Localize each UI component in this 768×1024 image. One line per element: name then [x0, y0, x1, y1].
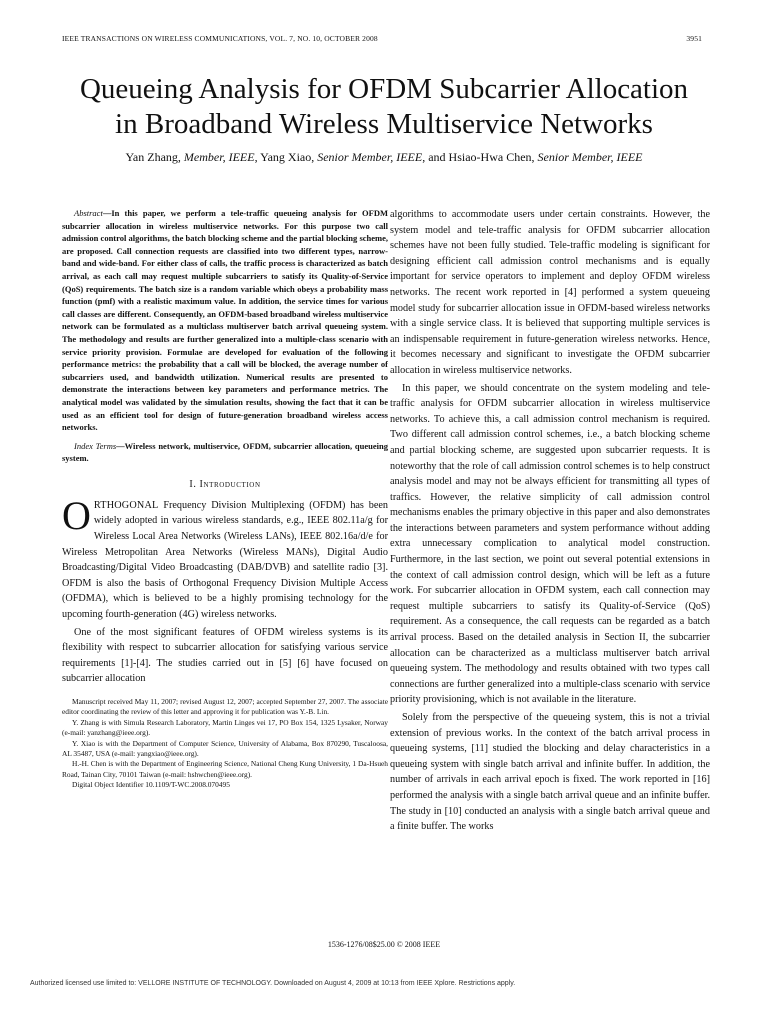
- author-3-name: , and Hsiao-Hwa Chen,: [422, 150, 538, 164]
- author-2-name: , Yang Xiao,: [254, 150, 318, 164]
- license-notice: Authorized licensed use limited to: VELLORE INSTITUTE OF TECHNOLOGY. Downloaded on August 4, 2009 at 10:13 from IEEE Xplore. Restrictions apply.: [30, 980, 516, 987]
- running-header: [62, 34, 702, 46]
- page-number: 3951: [686, 34, 702, 43]
- drop-cap: O: [62, 492, 91, 538]
- footnotes: [62, 697, 388, 791]
- intro-paragraph-2: One of the most significant features of OFDM wireless systems is its flexibility with respect to subcarrier allocation for satisfying various service requirements [1]-[4]. The studies carried out in [5] [6] have focused on subcarrier allocation: [62, 626, 388, 685]
- right-column: [390, 207, 710, 937]
- author-3-role: Senior Member, IEEE: [537, 150, 643, 164]
- index-terms-text: —Wireless network, multiservice, OFDM, subcarrier allocation, queueing system.: [62, 440, 388, 464]
- author-list: [30, 150, 738, 165]
- right-paragraph-3: Solely from the perspective of the queueing system, this is not a trivial extension of previous works. In the context of the batch arrival process in queueing systems, [11] studied the blocking and delay characteristics in a queueing system with single batch arrival and infinite buffer. In addition, the number of arrivals in each arrival epoch is fixed. The work reported in [16] performed the analysis with a single batch arrival queue and an infinite buffer. The study in [10] conducted an analysis with a single batch arrival queue and a finite buffer. The works: [390, 712, 710, 833]
- abstract-text: —In this paper, we perform a tele-traffic queueing analysis for OFDM subcarrier allocation in wireless multiservice networks. For this purpose two call admission control algorithms, the batch blocking scheme and the partial blocking scheme, are proposed. Call connection requests are classified into two different types, narrow-band and wide-band. For either class of calls, the traffic process is characterized as batch arrival, as each call may request multiple subcarriers to satisfy its Quality-of-Service (QoS) requirements. The batch size is a random variable which obeys a probability mass function (pmf) with a realistic maximum value. In addition, the service times for various call classes are different. Consequently, an OFDM-based broadband wireless multiservice network can be formulated as a multiclass multiserver batch arrival queueing system. The methodology and results are further generalized into a multiple-class scenario with service priority provision. Formulae are developed for evaluation of the following performance metrics: the probability that a call will be blocked, the average number of subcarriers used, and bandwidth utilization. Numerical results are presented to demonstrate the interactions between key parameters and performance metrics. The analytical model was validated by the simulation results, showing the fact that it can be used as an efficient tool for design of future-generation broadband wireless access networks.: [62, 208, 388, 433]
- section-heading-introduction: I. Introduction: [189, 478, 261, 490]
- author-1-role: Member, IEEE: [183, 150, 255, 164]
- left-column: [62, 207, 388, 937]
- footnote-author-zhang: Y. Zhang is with Simula Research Laboratory, Martin Linges vei 17, PO Box 154, 1325 Lysaker, Norway (e-mail: yanzhang@ieee.org).: [62, 717, 388, 738]
- footnote-doi: Digital Object Identifier 10.1109/T-WC.2008.070495: [72, 780, 230, 790]
- index-terms-label: Index Terms: [74, 440, 117, 451]
- footnote-author-xiao: Y. Xiao is with the Department of Computer Science, University of Alabama, Box 870290, Tuscaloosa, AL 35487, USA (e-mail: yangxiao@ieee.org).: [62, 738, 388, 759]
- index-terms: [62, 440, 388, 465]
- author-2-role: Senior Member, IEEE: [317, 150, 423, 164]
- abstract: [62, 207, 388, 434]
- title-line-1: Queueing Analysis for OFDM Subcarrier Allocation: [79, 73, 689, 105]
- journal-name: IEEE TRANSACTIONS ON WIRELESS COMMUNICATIONS, VOL. 7, NO. 10, OCTOBER 2008: [62, 34, 378, 43]
- intro-paragraph-1-text: Frequency Division Multiplexing (OFDM) has been widely adopted in various wireless standards, e.g., IEEE 802.11a/g for Wireless Local Area Networks (Wireless LANs), IEEE 802.16a/d/e for Wireless Metropolitan Area Networks (Wireless MANs), Digital Audio Broadcasting/Digital Video Broadcasting (DAB/DVB) and satellite radio [3]. OFDM is also the basis of Orthogonal Frequency Division Multiple Access (OFDMA), which is believed to be a highly promising technology for the upcoming fourth-generation (4G) wireless networks.: [62, 499, 388, 621]
- right-paragraph-2: In this paper, we should concentrate on the system modeling and tele-traffic analysis for OFDM subcarrier allocation in wireless multiservice networks. To achieve this, a call admission control mechanism is required. Two different call admission control schemes, i.e., a batch blocking scheme and partial blocking scheme, are suggested upon subcarrier requests. It is noteworthy that the role of call admission control schemes is to help construct analysis model and may not be always efficient for transmitting all types of traffics. However, the relative simplicity of call admission control mechanisms enables the primary objective in this paper and also demonstrates the interactions between parameters and system performance without adding extra unnecessary complication to analytical model construction. Furthermore, in the last section, we point out several potential extensions in the context of call admission control design, which will be left as a future work. For subcarrier allocation in OFDM system, each call connection may request multiple subcarriers to satisfy its Quality-of-Service (QoS) requirement. As a consequence, the call requests can be regarded as a batch arrival process. Based on the detailed analysis in Section II, the subcarrier allocation can be characterized as a multiclass multiserver batch arrival queueing system. The methodology and results obtained with two types call connections are further generalized into a multiple-class scenario with service priority provisioning, which is not available in the literature.: [390, 382, 710, 706]
- paper-title: [30, 72, 738, 142]
- title-line-2: in Broadband Wireless Multiservice Networks: [115, 108, 653, 140]
- abstract-label: Abstract: [74, 208, 103, 218]
- footnote-author-chen: H.-H. Chen is with the Department of Engineering Science, National Cheng Kung University, 1 Da-Hsueh Road, Tainan City, 70101 Taiwan (e-mail: hshwchen@ieee.org).: [62, 759, 388, 779]
- right-paragraph-1: algorithms to accommodate users under certain constraints. However, the system model and tele-traffic analysis for OFDM subcarrier allocation schemes have not been fully studied. Tele-traffic modeling is significant for designing efficient call admission control mechanisms and is equally important for service operators to implement and deploy OFDM wireless networks. The recent work reported in [4] performed a system queueing model study for subcarrier allocation issue in OFDM-based wireless networks with a single service class. It is believed that supporting multiple services is an indispensable requirement in future-generation wireless networks. Hence, it becomes necessary and significant to investigate the OFDM subcarrier allocation in wireless multiservice networks.: [390, 209, 710, 376]
- author-1-name: Yan Zhang,: [125, 150, 184, 164]
- copyright-line: 1536-1276/08$25.00 © 2008 IEEE: [327, 940, 441, 949]
- intro-lead-word: RTHOGONAL: [93, 499, 159, 511]
- intro-paragraph-1: [62, 492, 388, 623]
- footnote-manuscript: Manuscript received May 11, 2007; revised August 12, 2007; accepted September 27, 2007. The associate editor coordinating the review of this letter and approving it for publication was Y.-B. Lin.: [62, 697, 388, 717]
